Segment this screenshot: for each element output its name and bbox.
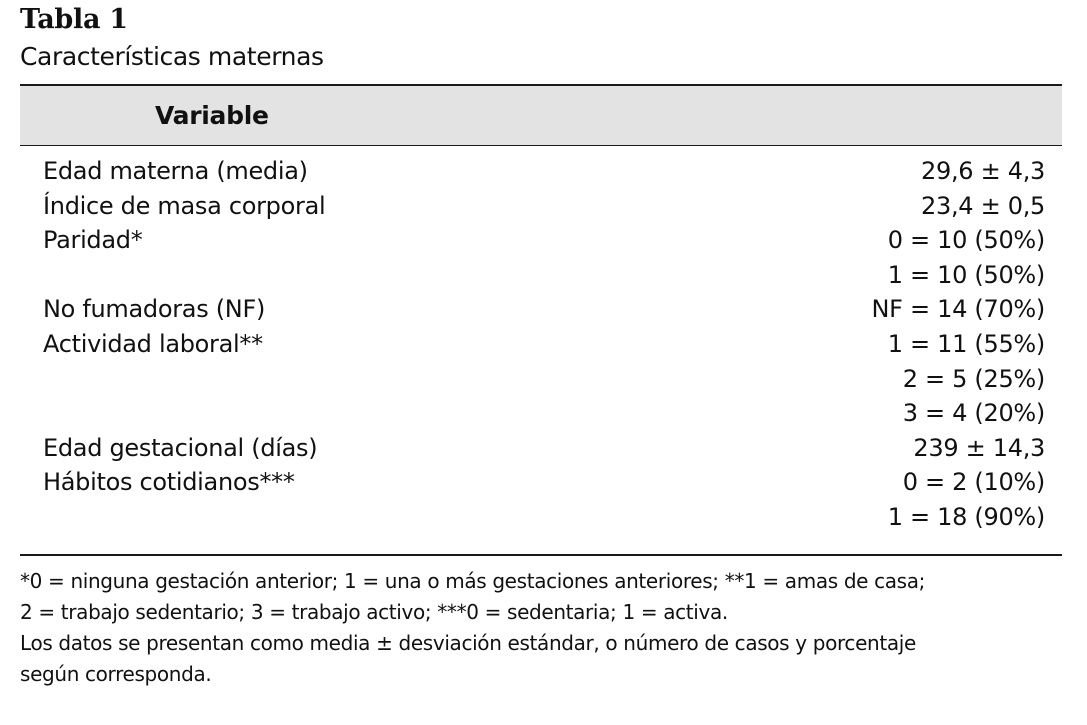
table-row: [20, 189, 1062, 224]
value-cell: 3 = 4 (20%): [902, 399, 1045, 428]
variable-cell: Edad gestacional (días): [43, 433, 318, 462]
variable-cell: Edad materna (media): [43, 157, 308, 185]
table-row: [20, 154, 1062, 189]
value-cell: 29,6 ± 4,3: [921, 157, 1045, 185]
value-cell: 23,4 ± 0,5: [921, 191, 1045, 220]
table-row: [20, 431, 1062, 466]
table-row: [20, 292, 1062, 327]
table-footnotes: [20, 566, 1070, 690]
value-cell: 2 = 5 (25%): [902, 364, 1045, 393]
value-cell: 1 = 18 (90%): [887, 502, 1045, 531]
footnote-line: *0 = ninguna gestación anterior; 1 = una o más gestaciones anteriores; **1 = amas de casa;: [20, 569, 926, 593]
column-header-variable: Variable: [155, 101, 269, 130]
table-row: [20, 396, 1062, 431]
maternal-characteristics-table: [20, 84, 1062, 556]
variable-cell: No fumadoras (NF): [43, 295, 266, 324]
table-row: [20, 465, 1062, 500]
table-title: Tabla 1: [20, 4, 128, 35]
variable-cell: Actividad laboral**: [43, 329, 263, 358]
footnote-line: según corresponda.: [20, 662, 212, 686]
value-cell: 239 ± 14,3: [913, 433, 1045, 462]
value-cell: 1 = 10 (50%): [887, 260, 1045, 289]
footnote-line: 2 = trabajo sedentario; 3 = trabajo activo; ***0 = sedentaria; 1 = activa.: [20, 600, 728, 624]
variable-cell: Hábitos cotidianos***: [43, 468, 295, 497]
footnote-line: Los datos se presentan como media ± desviación estándar, o número de casos y porcentaje: [20, 631, 916, 655]
table-row: [20, 258, 1062, 293]
table-row: [20, 223, 1062, 258]
table-row: [20, 362, 1062, 397]
variable-cell: Índice de masa corporal: [43, 191, 326, 220]
table-subtitle: Características maternas: [20, 42, 324, 71]
variable-cell: Paridad*: [43, 226, 143, 255]
value-cell: NF = 14 (70%): [871, 295, 1045, 324]
table-row: [20, 500, 1062, 535]
value-cell: 0 = 2 (10%): [902, 468, 1045, 497]
table-row: [20, 327, 1062, 362]
value-cell: 1 = 11 (55%): [887, 329, 1045, 358]
value-cell: 0 = 10 (50%): [887, 226, 1045, 255]
table-header: [20, 86, 1062, 146]
table-body: [20, 154, 1062, 535]
